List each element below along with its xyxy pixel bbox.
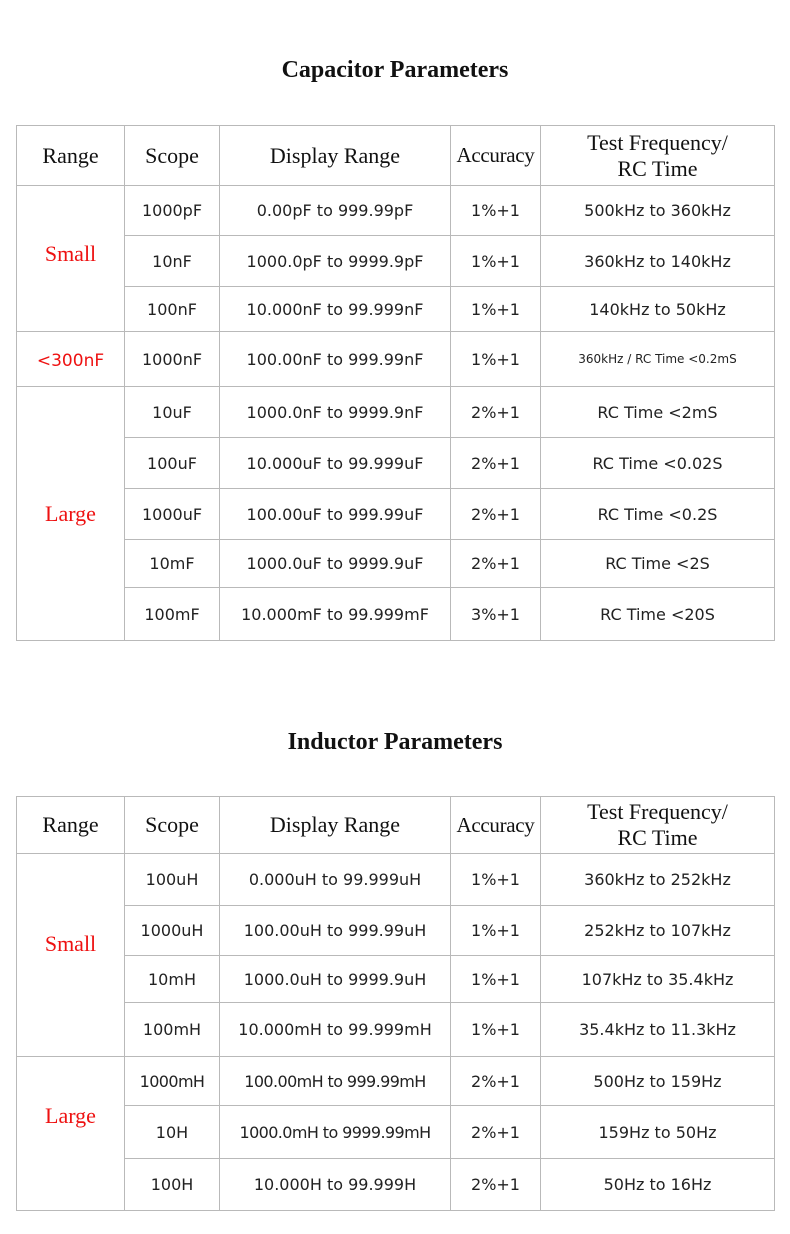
- cell-scope: 1000uF: [125, 489, 220, 540]
- cell-test-frequency: RC Time <20S: [541, 588, 775, 641]
- cell-scope: 100nF: [125, 287, 220, 332]
- cell-display-range: 10.000nF to 99.999nF: [220, 287, 451, 332]
- cell-accuracy: 1%+1: [451, 956, 541, 1003]
- table-row: [17, 387, 775, 438]
- cell-accuracy: 1%+1: [451, 906, 541, 956]
- table-row: [17, 1106, 775, 1159]
- cell-accuracy: 1%+1: [451, 236, 541, 287]
- group-label-lt300nf: <300nF: [36, 350, 105, 371]
- table-row: [17, 489, 775, 540]
- group-label-small: Small: [17, 854, 125, 1057]
- cell-display-range: 1000.0pF to 9999.9pF: [220, 236, 451, 287]
- cell-test-frequency: 252kHz to 107kHz: [541, 906, 775, 956]
- cell-scope: 100H: [125, 1159, 220, 1211]
- cell-test-frequency: 159Hz to 50Hz: [541, 1106, 775, 1159]
- cell-display-range: 1000.0uH to 9999.9uH: [220, 956, 451, 1003]
- cell-test-frequency: RC Time <0.02S: [541, 438, 775, 489]
- cell-test-frequency: 360kHz / RC Time <0.2mS: [541, 332, 775, 387]
- inductor-title: Inductor Parameters: [287, 729, 503, 755]
- cell-display-range: 10.000uF to 99.999uF: [220, 438, 451, 489]
- cell-display-range: 10.000H to 99.999H: [220, 1159, 451, 1211]
- cell-scope: 10uF: [125, 387, 220, 438]
- group-label-large: Large: [17, 1057, 125, 1211]
- capacitor-title: Capacitor Parameters: [281, 57, 509, 83]
- cell-scope: 1000uH: [125, 906, 220, 956]
- cell-accuracy: 1%+1: [451, 854, 541, 906]
- cell-scope: 1000mH: [125, 1057, 220, 1106]
- cell-accuracy: 1%+1: [451, 332, 541, 387]
- cell-display-range: 100.00uF to 999.99uF: [220, 489, 451, 540]
- header-scope: Scope: [125, 797, 220, 854]
- cell-scope: 100uF: [125, 438, 220, 489]
- header-test-frequency: [541, 797, 775, 854]
- table-row: [17, 588, 775, 641]
- cell-scope: 100mH: [125, 1003, 220, 1057]
- cell-scope: 10mH: [125, 956, 220, 1003]
- cell-accuracy: 2%+1: [451, 540, 541, 588]
- header-accuracy: Accuracy: [451, 126, 541, 186]
- header-freq-line1: Test Frequency/: [587, 799, 728, 824]
- header-accuracy: Accuracy: [451, 797, 541, 854]
- table-row: [17, 1003, 775, 1057]
- cell-scope: 1000pF: [125, 186, 220, 236]
- header-test-frequency: [541, 126, 775, 186]
- cell-scope: 1000nF: [125, 332, 220, 387]
- cell-test-frequency: 360kHz to 140kHz: [541, 236, 775, 287]
- cell-accuracy: 1%+1: [451, 186, 541, 236]
- header-range: Range: [17, 126, 125, 186]
- table-row: [17, 186, 775, 236]
- cell-scope: 10H: [125, 1106, 220, 1159]
- cell-test-frequency: 500kHz to 360kHz: [541, 186, 775, 236]
- cell-display-range: 1000.0mH to 9999.99mH: [220, 1106, 451, 1159]
- cell-display-range: 10.000mF to 99.999mF: [220, 588, 451, 641]
- cell-accuracy: 2%+1: [451, 1159, 541, 1211]
- group-label-cell-mid: [17, 332, 125, 387]
- header-range: Range: [17, 797, 125, 854]
- cell-test-frequency: 140kHz to 50kHz: [541, 287, 775, 332]
- table-row: [17, 287, 775, 332]
- cell-display-range: 0.000uH to 99.999uH: [220, 854, 451, 906]
- inductor-table: [16, 796, 775, 1211]
- cell-accuracy: 2%+1: [451, 1106, 541, 1159]
- table-row: [17, 332, 775, 387]
- cell-accuracy: 1%+1: [451, 1003, 541, 1057]
- cell-test-frequency: RC Time <2mS: [541, 387, 775, 438]
- table-row: [17, 854, 775, 906]
- cell-accuracy: 2%+1: [451, 1057, 541, 1106]
- header-freq-line1: Test Frequency/: [587, 129, 728, 155]
- cell-scope: 100uH: [125, 854, 220, 906]
- cell-test-frequency: 50Hz to 16Hz: [541, 1159, 775, 1211]
- group-label-large: Large: [17, 387, 125, 641]
- cell-test-frequency: RC Time <0.2S: [541, 489, 775, 540]
- header-scope: Scope: [125, 126, 220, 186]
- cell-accuracy: 2%+1: [451, 438, 541, 489]
- header-freq-line2: RC Time: [617, 155, 698, 181]
- cell-display-range: 10.000mH to 99.999mH: [220, 1003, 451, 1057]
- cell-test-frequency: 500Hz to 159Hz: [541, 1057, 775, 1106]
- cell-display-range: 1000.0uF to 9999.9uF: [220, 540, 451, 588]
- table-row: [17, 1159, 775, 1211]
- table-row: [17, 236, 775, 287]
- table-header-row: [17, 126, 775, 186]
- cell-display-range: 100.00mH to 999.99mH: [220, 1057, 451, 1106]
- table-row: [17, 956, 775, 1003]
- cell-scope: 10nF: [125, 236, 220, 287]
- group-label-small: Small: [17, 186, 125, 332]
- capacitor-table: [16, 125, 775, 641]
- table-row: [17, 540, 775, 588]
- cell-display-range: 100.00nF to 999.99nF: [220, 332, 451, 387]
- cell-accuracy: 1%+1: [451, 287, 541, 332]
- cell-display-range: 0.00pF to 999.99pF: [220, 186, 451, 236]
- cell-display-range: 1000.0nF to 9999.9nF: [220, 387, 451, 438]
- cell-accuracy: 2%+1: [451, 387, 541, 438]
- cell-accuracy: 3%+1: [451, 588, 541, 641]
- table-row: [17, 906, 775, 956]
- cell-scope: 10mF: [125, 540, 220, 588]
- cell-test-frequency: 360kHz to 252kHz: [541, 854, 775, 906]
- cell-scope: 100mF: [125, 588, 220, 641]
- cell-test-frequency: 107kHz to 35.4kHz: [541, 956, 775, 1003]
- cell-accuracy: 2%+1: [451, 489, 541, 540]
- table-header-row: [17, 797, 775, 854]
- header-freq-line2: RC Time: [617, 825, 698, 850]
- table-row: [17, 1057, 775, 1106]
- table-row: [17, 438, 775, 489]
- header-display-range: Display Range: [220, 797, 451, 854]
- cell-test-frequency: RC Time <2S: [541, 540, 775, 588]
- header-display-range: Display Range: [220, 126, 451, 186]
- cell-display-range: 100.00uH to 999.99uH: [220, 906, 451, 956]
- cell-test-frequency: 35.4kHz to 11.3kHz: [541, 1003, 775, 1057]
